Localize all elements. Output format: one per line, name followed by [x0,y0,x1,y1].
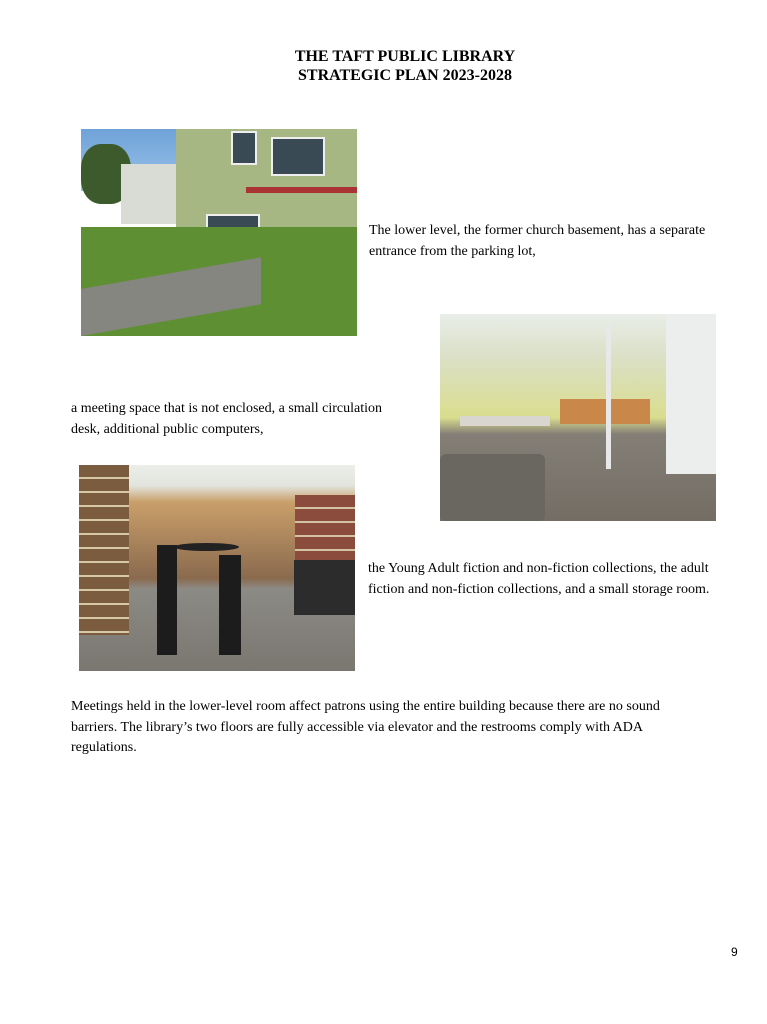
photo-stacked-chairs [440,454,545,521]
paragraph-lower-level [369,221,705,262]
text-line: regulations. [71,740,137,755]
photo-chair [157,545,177,655]
text-line: Meetings held in the lower-level room affect patrons using the entire building because there are no sound [71,699,660,714]
book-stacks-photo [79,465,355,671]
paragraph-meeting-space [71,399,382,440]
photo-chair [219,555,241,655]
photo-shelf [79,465,129,635]
photo-wall [666,314,716,474]
paragraph-meetings [71,697,660,759]
photo-circulation-desk [560,399,650,424]
photo-window [271,137,325,176]
meeting-space-photo [440,314,716,521]
text-line: entrance from the parking lot, [369,243,536,259]
text-line: the Young Adult fiction and non-fiction collections, the adult [368,561,709,576]
text-line: a meeting space that is not enclosed, a small circulation [71,401,383,416]
page-number: 9 [731,945,738,959]
text-line: barriers. The library’s two floors are fully accessible via elevator and the restrooms comply with ADA [71,719,644,735]
photo-table [174,543,239,551]
text-line: fiction and non-fiction collections, and a small storage room. [368,581,710,597]
text-line: desk, additional public computers, [71,421,264,437]
photo-sofa [294,560,355,615]
document-title [0,47,767,85]
photo-house [121,164,181,224]
photo-table [460,416,550,426]
text-line: The lower level, the former church basement, has a separate [369,223,706,238]
paragraph-collections [368,559,709,600]
photo-awning [246,187,357,193]
library-exterior-photo [81,129,357,336]
title-line-2: STRATEGIC PLAN 2023-2028 [298,67,512,84]
title-line-1: THE TAFT PUBLIC LIBRARY [294,48,516,65]
photo-window [231,131,257,165]
photo-pole [606,324,611,469]
